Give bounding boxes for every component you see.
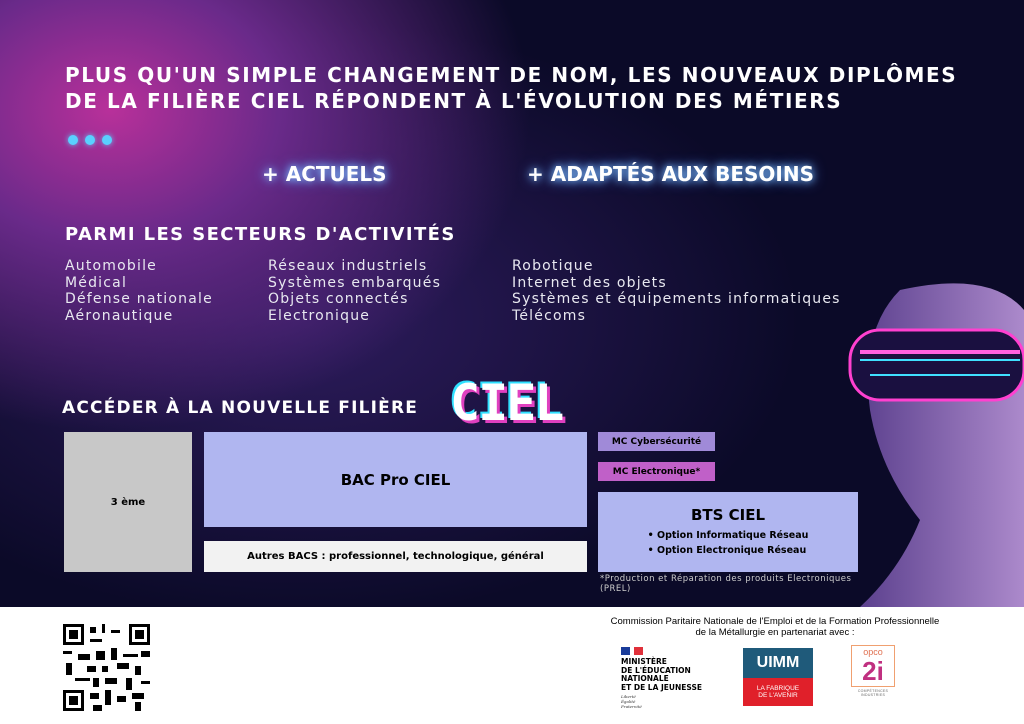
sector-item: Réseaux industriels bbox=[268, 258, 428, 274]
title-line-1: PLUS QU'UN SIMPLE CHANGEMENT DE NOM, LES NOUVEAUX DIPLÔMES bbox=[65, 63, 958, 87]
bts-option-item: • Option Electronique Réseau bbox=[647, 545, 807, 556]
devise-line: Fraternité bbox=[621, 704, 642, 709]
ministere-line: ET DE LA JEUNESSE bbox=[621, 682, 702, 692]
footnote: *Production et Réparation des produits Electroniques (PREL) bbox=[600, 574, 852, 594]
sector-item: Aéronautique bbox=[65, 307, 174, 324]
uimm-sub: DE L'AVENIR bbox=[758, 692, 798, 699]
bts-title: BTS CIEL bbox=[690, 506, 766, 524]
title-line-2: DE LA FILIÈRE CIEL RÉPONDENT À L'ÉVOLUTION DES MÉTIERS bbox=[65, 89, 843, 113]
devise-line: Égalité bbox=[621, 699, 636, 704]
qr-code[interactable] bbox=[63, 624, 150, 711]
sector-item: Automobile bbox=[65, 258, 157, 274]
highlight-actuels: + ACTUELS bbox=[262, 162, 387, 186]
sectors-column-2 bbox=[268, 258, 441, 324]
sector-item: Médical bbox=[65, 274, 128, 291]
commission-text bbox=[580, 616, 970, 638]
box-bac-pro-ciel: BAC Pro CIEL bbox=[204, 432, 587, 527]
ministere-line: DE L'ÉDUCATION bbox=[621, 665, 691, 675]
french-flag-icon bbox=[621, 647, 643, 655]
sector-item: Systèmes embarqués bbox=[268, 274, 442, 291]
dots-decoration bbox=[68, 135, 112, 145]
sector-item: Internet des objets bbox=[512, 274, 667, 291]
box-bts-ciel bbox=[598, 492, 858, 572]
sectors-column-3 bbox=[512, 258, 841, 324]
sector-item: Défense nationale bbox=[65, 291, 213, 307]
devise-line: Liberté bbox=[621, 694, 636, 699]
opco-label: opco bbox=[863, 647, 883, 657]
commission-line-1: Commission Paritaire Nationale de l'Emploi et de la Formation Professionnelle bbox=[610, 616, 940, 627]
box-mc-electronique: MC Electronique* bbox=[598, 462, 715, 481]
sector-item: Télécoms bbox=[512, 307, 587, 324]
opco-number: 2i bbox=[862, 656, 884, 686]
highlight-adaptes: + ADAPTÉS AUX BESOINS bbox=[527, 162, 814, 186]
ministere-line: NATIONALE bbox=[621, 674, 669, 683]
main-title bbox=[65, 62, 957, 114]
bts-options bbox=[648, 528, 809, 558]
vr-headset-figure-illustration bbox=[840, 270, 1024, 607]
box-3eme: 3 ème bbox=[64, 432, 192, 572]
sector-item: Objets connectés bbox=[268, 291, 409, 307]
commission-line-2: de la Métallurgie en partenariat avec : bbox=[695, 627, 855, 638]
uimm-sub: LA FABRIQUE bbox=[756, 685, 800, 692]
bts-option-label: Option Electronique Réseau bbox=[657, 545, 807, 556]
ministere-logo bbox=[621, 647, 702, 709]
access-heading: ACCÉDER À LA NOUVELLE FILIÈRE bbox=[62, 398, 419, 418]
box-mc-cybersecurite: MC Cybersécurité bbox=[598, 432, 715, 451]
sector-item: Systèmes et équipements informatiques bbox=[512, 291, 841, 307]
opco-sub: COMPÉTENCES INDUSTRIES bbox=[857, 689, 889, 697]
ciel-logo: CIEL bbox=[450, 374, 563, 432]
uimm-label: UIMM bbox=[743, 648, 813, 678]
footer bbox=[0, 607, 1024, 724]
opco2i-logo bbox=[851, 645, 895, 707]
ministere-line: MINISTÈRE bbox=[621, 657, 667, 666]
box-autres-bacs: Autres BACS : professionnel, technologique, général bbox=[204, 541, 587, 572]
sectors-heading: PARMI LES SECTEURS D'ACTIVITÉS bbox=[65, 224, 456, 245]
bts-option-item: • Option Informatique Réseau bbox=[647, 530, 809, 541]
sector-item: Robotique bbox=[512, 258, 594, 274]
uimm-logo bbox=[743, 648, 813, 706]
bts-option-label: Option Informatique Réseau bbox=[657, 530, 809, 541]
sectors-column-1 bbox=[65, 258, 213, 324]
sector-item: Electronique bbox=[268, 307, 371, 324]
